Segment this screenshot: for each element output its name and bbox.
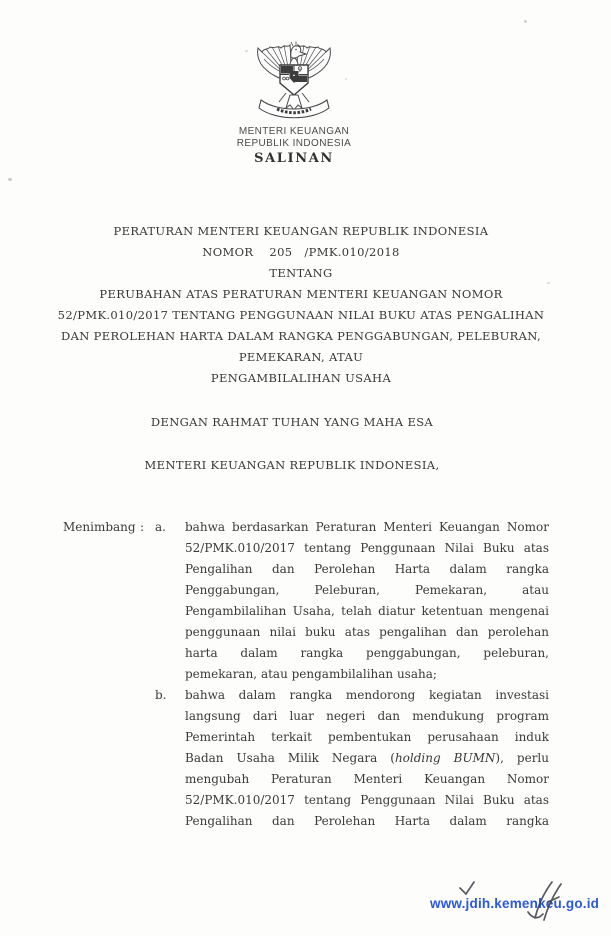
- item-b-marker: b.: [155, 688, 167, 702]
- title-line: PERATURAN MENTERI KEUANGAN REPUBLIK INDONESIA: [113, 224, 489, 238]
- item-b-text: [185, 685, 549, 832]
- garuda-pancasila-icon: [255, 41, 333, 123]
- considering-item-b: [63, 685, 549, 832]
- item-a-text: [185, 517, 549, 685]
- considering-section: [63, 517, 549, 832]
- title-line: TENTANG: [269, 266, 333, 280]
- scan-artifact: [345, 78, 347, 80]
- scan-artifact: [8, 178, 12, 181]
- considering-colon: :: [140, 520, 145, 534]
- title-line: PENGAMBILALIHAN USAHA: [210, 371, 392, 385]
- ministry-name: MENTERI KEUANGAN: [238, 126, 350, 137]
- text-segment: ), perlu: [495, 751, 549, 765]
- text-line: harta dalam rangka penggabungan, peleburan,: [185, 646, 549, 660]
- jdih-watermark-url: www.jdih.kemenkeu.go.id: [430, 896, 600, 911]
- italic-term: holding BUMN: [394, 751, 496, 765]
- text-line: pemekaran, atau pengambilalihan usaha;: [185, 667, 437, 681]
- title-line: 52/PMK.010/2017 TENTANG PENGGUNAAN NILAI BUKU ATAS PENGALIHAN: [57, 308, 545, 322]
- considering-item-a: [63, 517, 549, 685]
- text-line: Pengalihan dan Perolehan Harta dalam rangka: [185, 814, 549, 828]
- text-segment: Badan Usaha Milik Negara (: [185, 751, 395, 765]
- title-line: PEMEKARAN, ATAU: [238, 350, 364, 364]
- text-line: mengubah Peraturan Menteri Keuangan Nomor: [185, 772, 549, 786]
- text-line: [185, 748, 549, 769]
- text-line: penggunaan nilai buku atas pengalihan dan perolehan: [185, 625, 549, 639]
- text-line: Pengambilalihan Usaha, telah diatur ketentuan mengenai: [185, 604, 549, 618]
- invocation-line: DENGAN RAHMAT TUHAN YANG MAHA ESA: [150, 415, 434, 429]
- republic-name: REPUBLIK INDONESIA: [236, 138, 352, 149]
- scan-artifact: [245, 50, 248, 52]
- handwritten-initials: [440, 872, 590, 930]
- text-line: langsung dari luar negeri dan mendukung program: [185, 709, 549, 723]
- scan-artifact: [547, 282, 550, 284]
- title-line: DAN PEROLEHAN HARTA DALAM RANGKA PENGGABUNGAN, PELEBURAN,: [61, 329, 541, 343]
- text-line: bahwa berdasarkan Peraturan Menteri Keuangan Nomor: [185, 520, 549, 534]
- letterhead: [194, 126, 394, 166]
- title-line: PERUBAHAN ATAS PERATURAN MENTERI KEUANGAN NOMOR: [99, 287, 503, 301]
- text-line: Pengalihan dan Perolehan Harta dalam rangka: [185, 562, 549, 576]
- text-line: bahwa dalam rangka mendorong kegiatan investasi: [185, 688, 549, 702]
- text-line: Penggabungan, Peleburan, Pemekaran, atau: [185, 583, 549, 597]
- scan-artifact: [524, 20, 527, 23]
- copy-stamp: SALINAN: [254, 151, 334, 166]
- text-line: 52/PMK.010/2017 tentang Penggunaan Nilai Buku atas: [185, 793, 549, 807]
- considering-label: Menimbang: [63, 520, 136, 534]
- authority-line: MENTERI KEUANGAN REPUBLIK INDONESIA,: [144, 458, 440, 472]
- item-a-marker: a.: [155, 520, 166, 534]
- text-line: Pemerintah terkait pembentukan perusahaan induk: [185, 730, 549, 744]
- text-line: 52/PMK.010/2017 tentang Penggunaan Nilai Buku atas: [185, 541, 549, 555]
- title-number-line: NOMOR 205 /PMK.010/2018: [202, 245, 400, 259]
- regulation-title: [0, 221, 602, 389]
